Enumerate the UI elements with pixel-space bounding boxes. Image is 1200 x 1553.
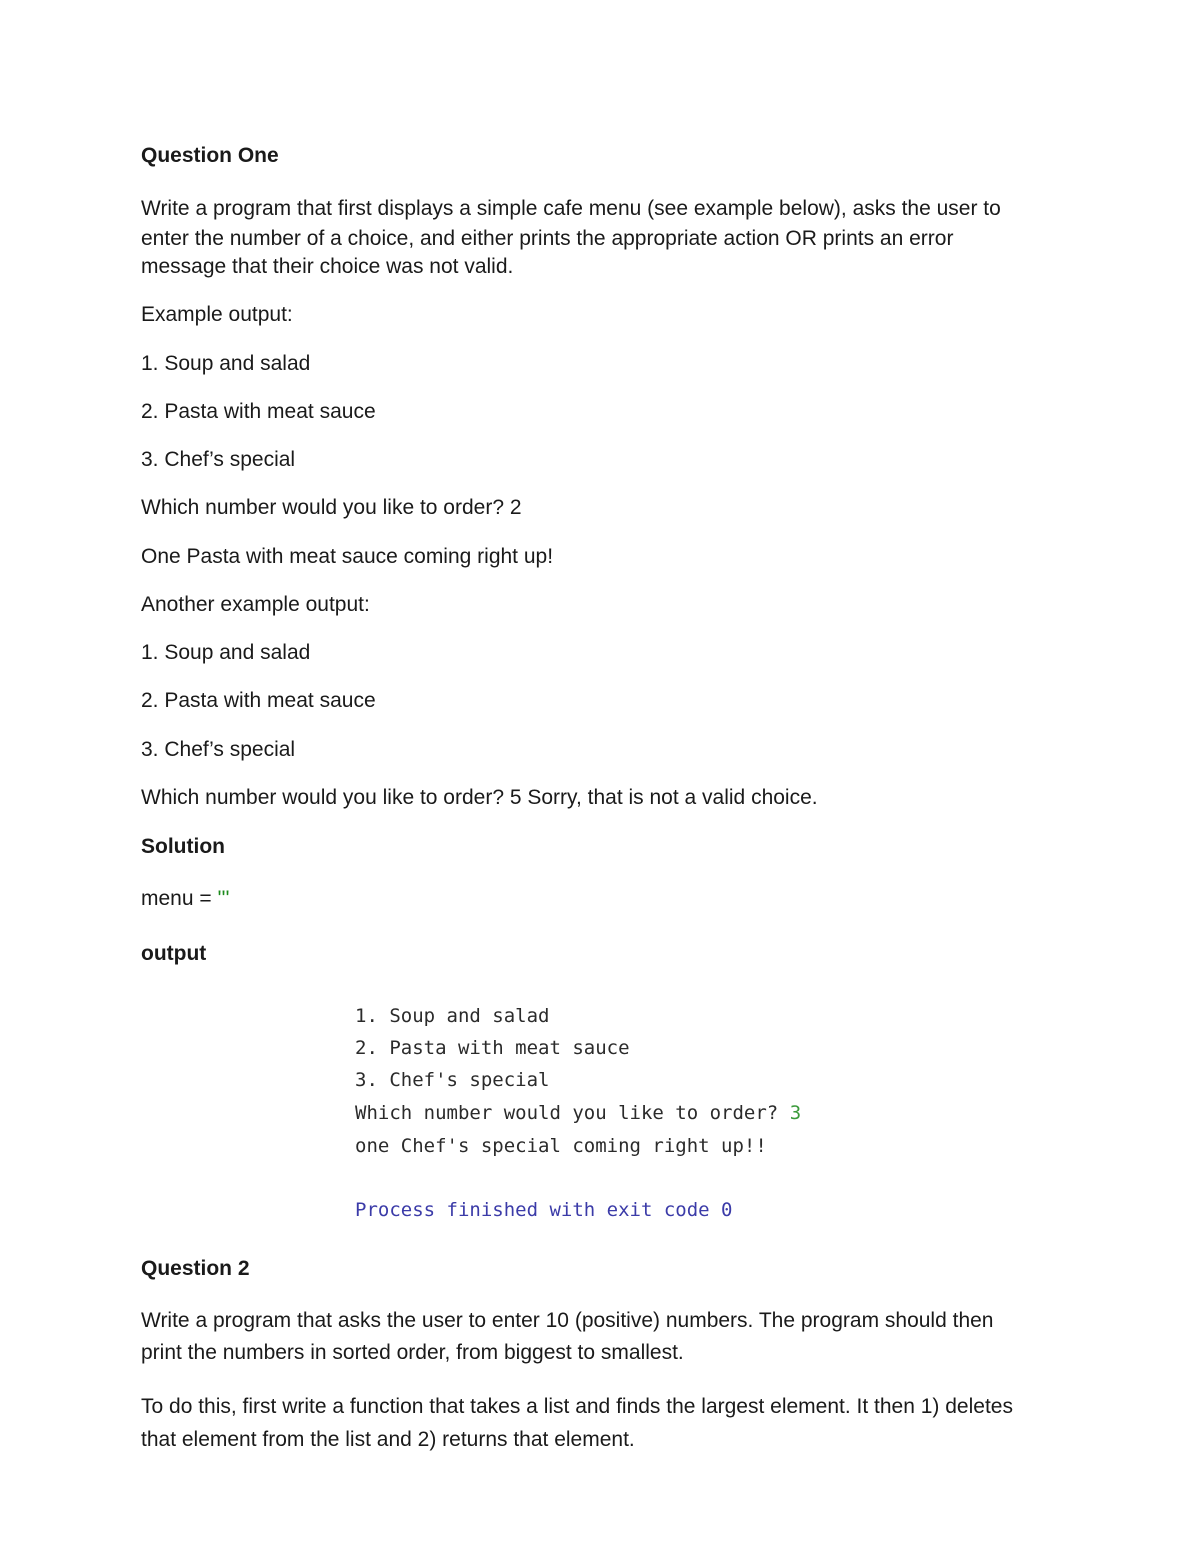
menu-code-prefix: menu = [141,887,218,910]
example1-menu-item: 1. Soup and salad [141,352,311,375]
question-one-paragraph-line: enter the number of a choice, and either prints the appropriate action OR prints an error [141,227,954,250]
example1-prompt: Which number would you like to order? 2 [141,496,522,519]
another-example-label: Another example output: [141,593,370,616]
example-output-label: Example output: [141,303,293,326]
console-line: 3. Chef's special [355,1069,550,1091]
example1-menu-item: 2. Pasta with meat sauce [141,400,376,423]
console-process-status: Process finished with exit code 0 [355,1199,733,1221]
console-prompt: Which number would you like to order? [355,1102,790,1124]
question-two-paragraph-line: print the numbers in sorted order, from biggest to smallest. [141,1341,684,1364]
console-line: 2. Pasta with meat sauce [355,1037,630,1059]
console-line: 1. Soup and salad [355,1005,550,1027]
example2-menu-item: 1. Soup and salad [141,641,311,664]
console-user-input: 3 [789,1102,802,1124]
menu-code-value: ''' [217,887,230,910]
solution-heading: Solution [141,835,225,858]
example2-prompt: Which number would you like to order? 5 Sorry, that is not a valid choice. [141,786,818,809]
example1-menu-item: 3. Chef’s special [141,448,296,471]
question-one-paragraph-line: Write a program that first displays a simple cafe menu (see example below), asks the user to [141,197,1001,220]
question-two-paragraph-line: that element from the list and 2) returns that element. [141,1428,635,1451]
question-two-paragraph-line: Write a program that asks the user to enter 10 (positive) numbers. The program should then [141,1309,994,1332]
question-one-paragraph-line: message that their choice was not valid. [141,255,514,278]
console-prompt-line [355,1100,801,1126]
example1-result: One Pasta with meat sauce coming right up! [141,545,554,568]
question-one-heading: Question One [141,144,279,167]
example2-menu-item: 2. Pasta with meat sauce [141,689,376,712]
menu-code-line [141,885,230,913]
question-two-paragraph-line: To do this, first write a function that takes a list and finds the largest element. It then 1) deletes [141,1395,1013,1418]
example2-menu-item: 3. Chef’s special [141,738,296,761]
question-two-heading: Question 2 [141,1257,250,1280]
console-line: one Chef's special coming right up!! [355,1135,767,1157]
output-heading: output [141,942,207,965]
